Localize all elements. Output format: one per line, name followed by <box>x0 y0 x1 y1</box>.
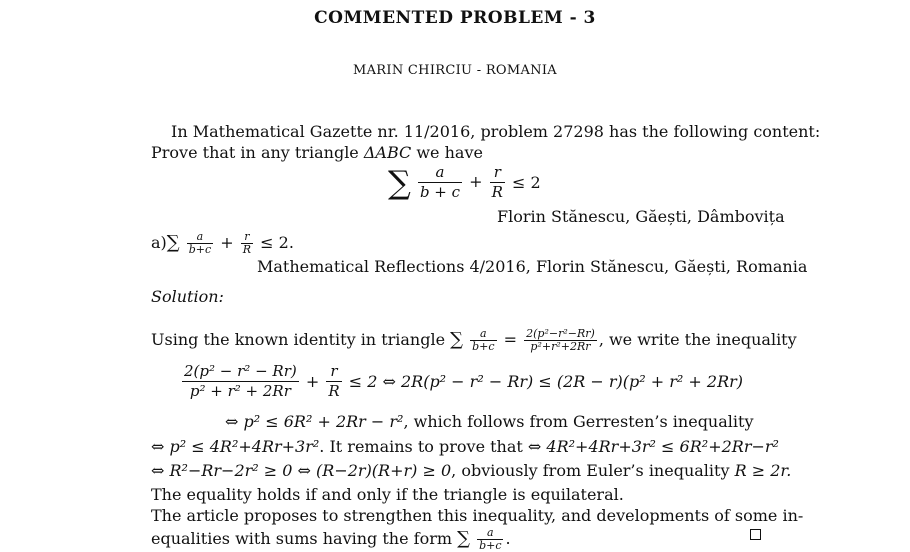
identity-fraction <box>524 328 597 353</box>
fraction-a-over-bc <box>470 328 496 353</box>
closing-prefix: equalities with sums having the form <box>151 529 458 548</box>
identity-line <box>151 328 797 353</box>
rhs: ≤ 2. <box>260 233 294 252</box>
intro-line-1: In Mathematical Gazette nr. 11/2016, problem 27298 has the following content: <box>171 122 821 141</box>
plus-sign: + <box>469 172 483 191</box>
closing-line-1: The article proposes to strengthen this inequality, and developments of some in- <box>151 506 804 525</box>
rhs: ≤ 2 <box>512 173 541 192</box>
step2-math: ⇔ p² ≤ 6R² + 2Rr − r² <box>225 412 404 431</box>
step3-math-2: ⇔ 4R²+4Rr+3r² ≤ 6R²+2Rr−r² <box>527 437 779 456</box>
sum-symbol: ∑ <box>450 329 464 350</box>
intro-suffix: we have <box>411 143 483 162</box>
numerator: a <box>418 163 462 183</box>
fraction-r-over-R <box>490 163 505 202</box>
step2-text: , which follows from Gerresten’s inequality <box>403 412 754 431</box>
attribution-2: Mathematical Reflections 4/2016, Florin Stănescu, Găești, Romania <box>257 257 808 276</box>
intro-prefix: Prove that in any triangle <box>151 143 364 162</box>
sum-symbol: ∑ <box>388 163 411 202</box>
step-2 <box>225 412 753 432</box>
numerator: r <box>490 163 505 183</box>
denominator: p²+r²+2Rr <box>530 340 591 353</box>
numerator: r <box>241 231 253 244</box>
equals-sign: = <box>503 330 518 349</box>
step1-rest: ≤ 2 ⇔ 2R(p² − r² − Rr) ≤ (2R − r)(p² + r² + 2Rr) <box>348 372 743 391</box>
sum-symbol: ∑ <box>166 232 180 253</box>
step4-math-2: R ≥ 2r. <box>734 461 792 480</box>
intro-line-2 <box>151 143 483 163</box>
identity-prefix: Using the known identity in triangle <box>151 330 451 349</box>
equality-line: The equality holds if and only if the triangle is equilateral. <box>151 485 624 504</box>
attribution-1: Florin Stănescu, Găești, Dâmbovița <box>497 207 785 226</box>
numerator: a <box>187 231 213 244</box>
step3-text: . It remains to prove that <box>319 437 528 456</box>
denominator: b+c <box>188 243 212 256</box>
denominator: R <box>491 183 503 201</box>
denominator: b+c <box>472 340 495 353</box>
sum-symbol: ∑ <box>457 528 470 549</box>
plus-sign: + <box>220 233 234 252</box>
main-inequality <box>388 163 541 202</box>
closing-line-2 <box>151 527 511 552</box>
numerator: r <box>326 362 341 382</box>
plus-sign: + <box>305 372 320 391</box>
author-line: MARIN CHIRCIU - ROMANIA <box>353 63 557 78</box>
fraction-r-over-R <box>326 362 341 401</box>
part-a <box>151 231 294 256</box>
fraction-a-over-bc <box>477 527 503 552</box>
step1-fraction <box>182 362 299 401</box>
numerator: 2(p²−r²−Rr) <box>526 327 595 340</box>
numerator: a <box>477 527 503 540</box>
step-1 <box>180 362 743 401</box>
denominator: p² + r² + 2Rr <box>189 382 291 400</box>
triangle-symbol: ΔABC <box>363 143 412 162</box>
denominator: b + c <box>419 183 461 201</box>
identity-suffix: , we write the inequality <box>598 330 797 349</box>
numerator: a <box>470 328 496 341</box>
step4-math-1: ⇔ R²−Rr−2r² ≥ 0 ⇔ (R−2r)(R+r) ≥ 0 <box>151 461 452 480</box>
step4-text: , obviously from Euler’s inequality <box>451 461 735 480</box>
denominator: R <box>328 382 340 400</box>
fraction-a-over-bc <box>418 163 462 202</box>
page-title: COMMENTED PROBLEM - 3 <box>314 8 596 28</box>
denominator: R <box>242 243 252 256</box>
qed-square-icon <box>750 529 761 540</box>
fraction-r-over-R <box>241 231 253 256</box>
denominator: b+c <box>479 539 502 552</box>
part-a-label: a) <box>151 233 167 252</box>
step-4 <box>151 461 791 481</box>
numerator: 2(p² − r² − Rr) <box>184 362 297 380</box>
fraction-a-over-bc <box>187 231 213 256</box>
closing-suffix: . <box>505 529 511 548</box>
step3-math-1: ⇔ p² ≤ 4R²+4Rr+3r² <box>151 437 320 456</box>
solution-label: Solution: <box>151 287 224 306</box>
step-3 <box>151 437 779 457</box>
